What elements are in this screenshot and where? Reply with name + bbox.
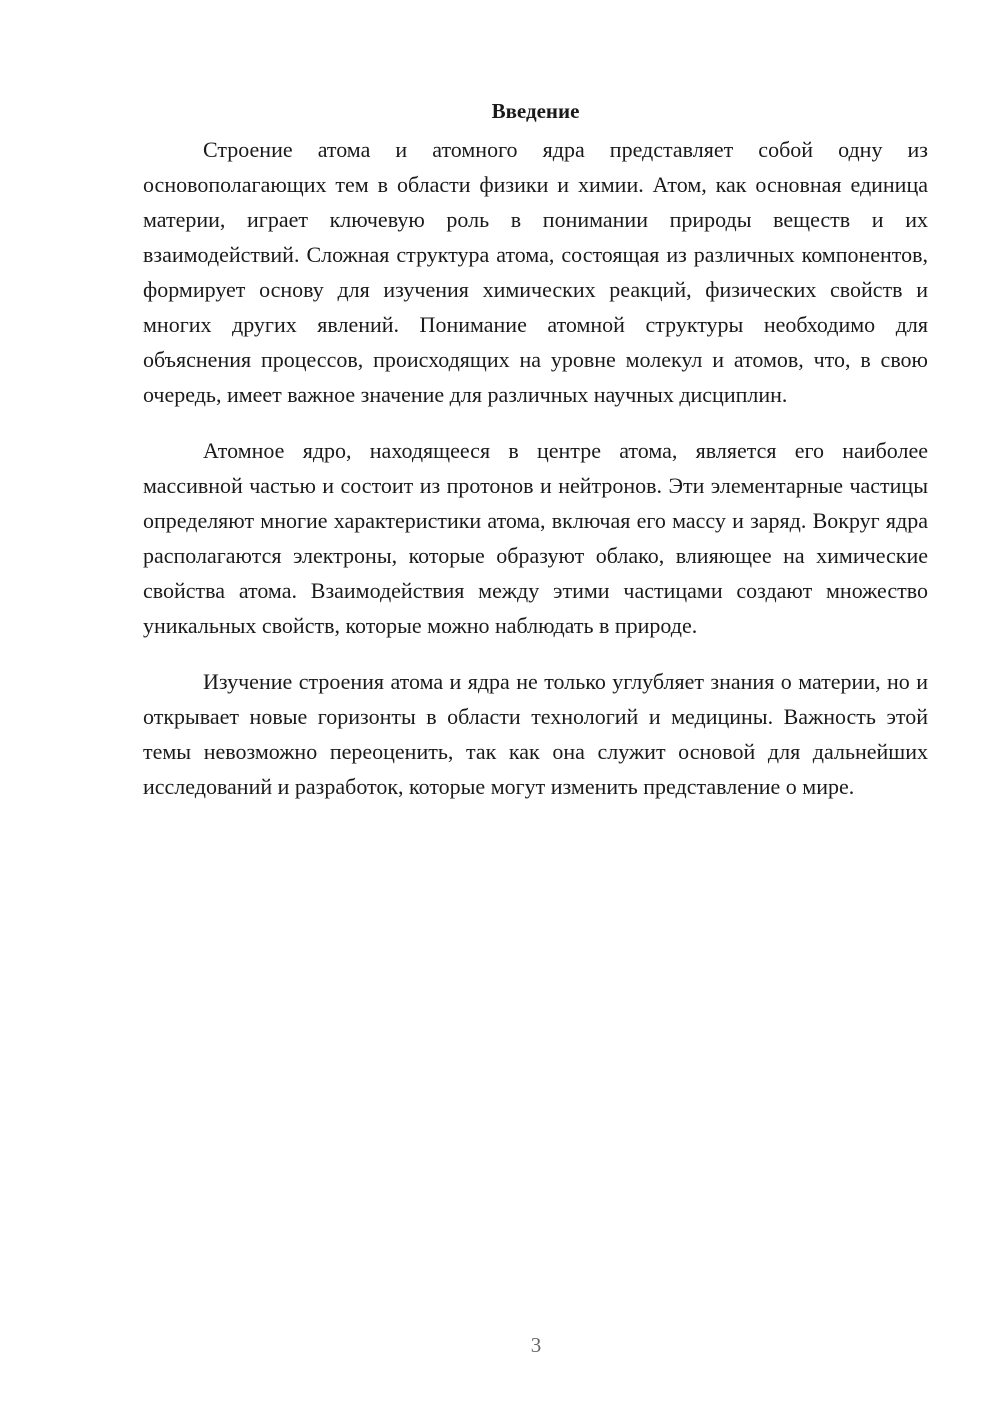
paragraph-3: Изучение строения атома и ядра не только углубляет знания о материи, но и открывает новые горизонты в области технологий и медицины. Важность этой темы невозможно переоценить, так как она служит основой для дальнейших исследований и разработок, которые могут изменить представление о мире. [143,669,928,799]
paragraph-2: Атомное ядро, находящееся в центре атома, является его наиболее массивной частью и состоит из протонов и нейтронов. Эти элементарные частицы определяют многие характеристики атома, включая его массу и заряд. Вокруг ядра располагаются электроны, которые образуют облако, влияющее на химические свойства атома. Взаимодействия между этими частицами создают множество уникальных свойств, которые можно наблюдать в природе. [143,438,928,638]
section-heading: Введение [491,99,580,123]
paragraph-1: Строение атома и атомного ядра представляет собой одну из основополагающих тем в области физики и химии. Атом, как основная единица материи, играет ключевую роль в понимании природы веществ и их взаимодействий. Сложная структура атома, состоящая из различных компонентов, формирует основу для изучения химических реакций, физических свойств и многих других явлений. Понимание атомной структуры необходимо для объяснения процессов, происходящих на уровне молекул и атомов, что, в свою очередь, имеет важное значение для различных научных дисциплин. [143,137,928,407]
page-number: 3 [530,1333,542,1357]
page-content [143,93,928,825]
